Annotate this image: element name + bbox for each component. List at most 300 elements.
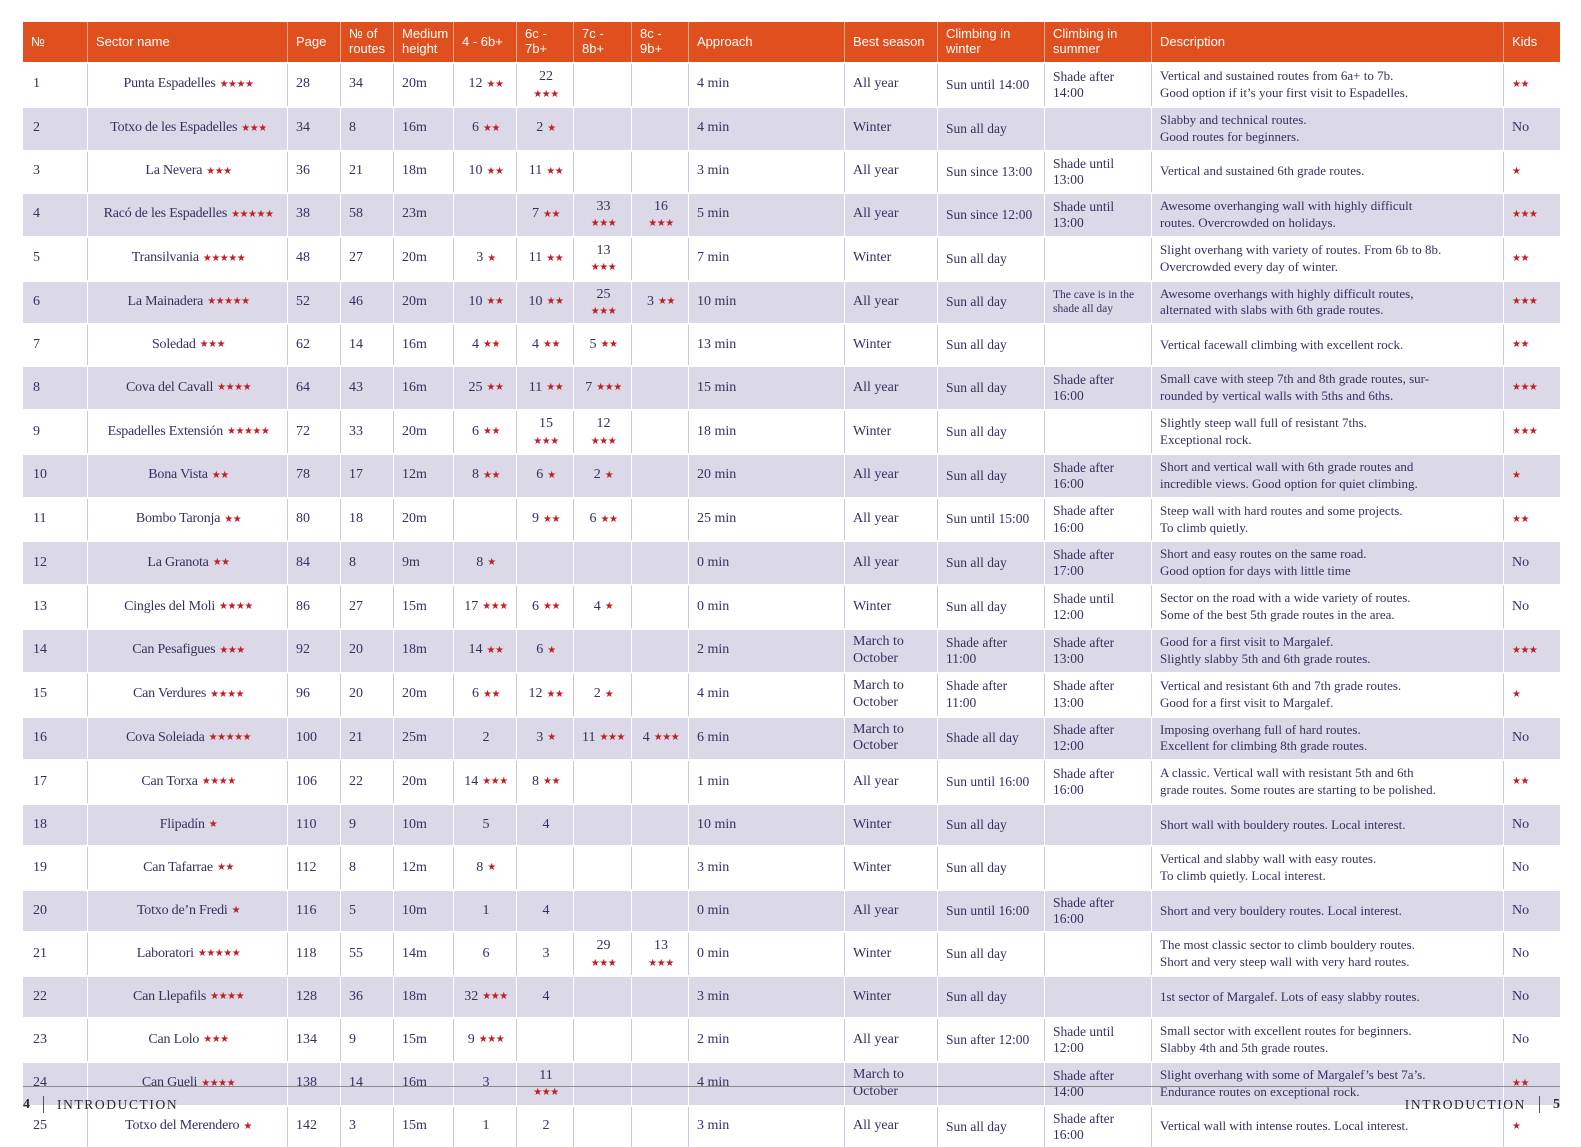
grade-7c-8b: 7 ★★★ (574, 367, 632, 409)
grade-quality-stars: ★★ (483, 469, 500, 481)
kids-rating (1504, 282, 1560, 324)
grade-7c-8b (574, 891, 632, 931)
grade-7c-8b (574, 977, 632, 1017)
grade-6c-7b: 22 ★★★ (517, 64, 574, 106)
best-season: March to October (845, 1063, 938, 1105)
table-row (23, 62, 1560, 106)
grade-quality-stars: ★★ (486, 296, 504, 308)
description: Short and very bouldery routes. Local interest. (1152, 891, 1504, 931)
grade-8c-9b (632, 152, 689, 192)
grade-6c-7b: 6 ★ (517, 455, 574, 497)
grade-8c-9b: 3 ★★ (632, 282, 689, 324)
routes-count: 14 (341, 1063, 394, 1105)
kids-rating: No (1512, 730, 1530, 746)
page-number: 80 (288, 499, 341, 541)
grade-4-6b: 6 ★★ (454, 411, 517, 453)
footer-label-left: INTRODUCTION (57, 1096, 179, 1112)
row-number: 11 (23, 499, 88, 541)
row-number: 24 (23, 1063, 88, 1105)
sector-name: Cova Soleiada ★★★★★ (88, 718, 288, 760)
description: Vertical and resistant 6th and 7th grade routes. Good for a first visit to Margalef. (1152, 674, 1504, 716)
sector-rating-stars: ★★ (212, 557, 230, 569)
description: Slightly steep wall full of resistant 7ths. Exceptional rock. (1152, 411, 1504, 453)
winter-conditions: Sun all day (938, 282, 1045, 324)
summer-conditions: Shade after 16:00 (1045, 761, 1152, 803)
column-header: № of routes (341, 22, 394, 62)
grade-quality-stars: ★★ (546, 382, 564, 394)
grade-quality-stars: ★★ (543, 776, 560, 788)
summer-conditions: Shade after 17:00 (1045, 542, 1152, 584)
sector-name: Laboratori ★★★★★ (88, 933, 288, 975)
column-header: Climbing in summer (1045, 22, 1152, 62)
grade-quality-stars: ★★ (543, 601, 560, 613)
best-season: All year (845, 367, 938, 409)
winter-conditions: Sun until 14:00 (938, 64, 1045, 106)
grade-4-6b: 1 (454, 1107, 517, 1147)
routes-count: 9 (341, 1019, 394, 1061)
column-header: Climbing in winter (938, 22, 1045, 62)
grade-6c-7b: 7 ★★ (517, 194, 574, 236)
page-number: 116 (288, 891, 341, 931)
approach-time: 6 min (689, 718, 845, 760)
kids-rating (1504, 152, 1560, 192)
grade-4-6b: 3 ★ (454, 238, 517, 280)
grade-8c-9b (632, 499, 689, 541)
kids-rating-stars: ★★★ (1512, 208, 1538, 220)
column-header: Approach (689, 22, 845, 62)
sector-rating-stars: ★★★ (241, 122, 267, 134)
routes-count: 5 (341, 891, 394, 931)
table-row (23, 150, 1560, 192)
winter-conditions: Sun after 12:00 (938, 1019, 1045, 1061)
winter-conditions: Shade after 11:00 (938, 674, 1045, 716)
row-number: 23 (23, 1019, 88, 1061)
column-header: 6c - 7b+ (517, 22, 574, 62)
grade-7c-8b (574, 805, 632, 845)
table-row (23, 759, 1560, 803)
kids-rating (1504, 455, 1560, 497)
grade-quality-stars: ★★★ (653, 732, 680, 744)
table-row (23, 323, 1560, 365)
medium-height: 20m (394, 674, 454, 716)
approach-time: 0 min (689, 586, 845, 628)
grade-8c-9b (632, 1019, 689, 1061)
row-number: 22 (23, 977, 88, 1017)
grade-quality-stars: ★★ (486, 644, 504, 656)
routes-count: 27 (341, 586, 394, 628)
best-season: All year (845, 64, 938, 106)
best-season: Winter (845, 805, 938, 845)
grade-7c-8b: 2 ★ (574, 455, 632, 497)
description: Short and vertical wall with 6th grade routes and incredible views. Good option for quiet climbing. (1152, 455, 1504, 497)
page-number: 28 (288, 64, 341, 106)
best-season: All year (845, 455, 938, 497)
summer-conditions: Shade until 12:00 (1045, 586, 1152, 628)
grade-quality-stars: ★ (487, 252, 496, 264)
summer-conditions (1045, 411, 1152, 453)
kids-rating (1504, 761, 1560, 803)
kids-rating-stars: ★★ (1512, 1077, 1529, 1089)
sector-rating-stars: ★ (208, 819, 218, 831)
grade-quality-stars: ★★★ (478, 1033, 505, 1045)
grade-8c-9b (632, 805, 689, 845)
kids-rating (1504, 674, 1560, 716)
medium-height: 15m (394, 1019, 454, 1061)
grade-quality-stars: ★★ (600, 513, 618, 525)
best-season: All year (845, 1019, 938, 1061)
column-header: Description (1152, 22, 1504, 62)
row-number: 16 (23, 718, 88, 760)
grade-4-6b (454, 194, 517, 236)
grade-7c-8b (574, 152, 632, 192)
summer-conditions (1045, 805, 1152, 845)
grade-4-6b: 25 ★★ (454, 367, 517, 409)
table-row (23, 803, 1560, 845)
row-number: 15 (23, 674, 88, 716)
grade-7c-8b: 4 ★ (574, 586, 632, 628)
summer-conditions (1045, 108, 1152, 150)
approach-time: 25 min (689, 499, 845, 541)
grade-6c-7b: 10 ★★ (517, 282, 574, 324)
grade-quality-stars: ★★★ (482, 776, 508, 788)
medium-height: 20m (394, 64, 454, 106)
table-body (23, 62, 1560, 1147)
winter-conditions: Sun until 16:00 (938, 891, 1045, 931)
row-number: 17 (23, 761, 88, 803)
page-number: 86 (288, 586, 341, 628)
approach-time: 3 min (689, 847, 845, 889)
column-header: Medium height (394, 22, 454, 62)
grade-quality-stars: ★ (604, 601, 614, 613)
kids-rating-stars: ★ (1512, 469, 1521, 481)
row-number: 7 (23, 325, 88, 365)
best-season: March to October (845, 718, 938, 760)
grade-quality-stars: ★★★ (648, 218, 674, 230)
grade-8c-9b (632, 542, 689, 584)
table-row (23, 192, 1560, 236)
routes-count: 46 (341, 282, 394, 324)
medium-height: 10m (394, 891, 454, 931)
footer-right (1405, 1096, 1560, 1113)
summer-conditions (1045, 977, 1152, 1017)
grade-7c-8b (574, 542, 632, 584)
routes-count: 8 (341, 108, 394, 150)
row-number: 13 (23, 586, 88, 628)
winter-conditions: Sun all day (938, 805, 1045, 845)
sector-rating-stars: ★★★★ (210, 991, 245, 1003)
best-season: All year (845, 891, 938, 931)
row-number: 18 (23, 805, 88, 845)
kids-rating: No (1512, 988, 1530, 1004)
page-number: 118 (288, 933, 341, 975)
winter-conditions: Sun all day (938, 367, 1045, 409)
winter-conditions: Sun all day (938, 542, 1045, 584)
row-number: 9 (23, 411, 88, 453)
routes-count: 17 (341, 455, 394, 497)
routes-count: 21 (341, 718, 394, 760)
grade-quality-stars: ★★ (600, 339, 618, 351)
grade-quality-stars: ★★ (546, 165, 564, 177)
page-number: 134 (288, 1019, 341, 1061)
routes-count: 8 (341, 847, 394, 889)
medium-height: 20m (394, 411, 454, 453)
winter-conditions: Sun all day (938, 586, 1045, 628)
page-number: 38 (288, 194, 341, 236)
description: Imposing overhang full of hard routes. Excellent for climbing 8th grade routes. (1152, 718, 1504, 760)
summer-conditions (1045, 847, 1152, 889)
grade-8c-9b (632, 891, 689, 931)
row-number: 21 (23, 933, 88, 975)
table-row (23, 975, 1560, 1017)
row-number: 20 (23, 891, 88, 931)
table-row (23, 889, 1560, 931)
sector-rating-stars: ★★★★★ (202, 252, 246, 264)
description: Slight overhang with some of Margalef’s best 7a’s. Endurance routes on exceptional rock. (1152, 1063, 1504, 1105)
sector-name: Totxo de les Espadelles ★★★ (88, 108, 288, 150)
grade-quality-stars: ★★★ (533, 88, 559, 100)
grade-8c-9b: 16 ★★★ (632, 194, 689, 236)
grade-quality-stars: ★ (547, 732, 556, 744)
medium-height: 15m (394, 1107, 454, 1147)
medium-height: 16m (394, 325, 454, 365)
winter-conditions: Sun all day (938, 108, 1045, 150)
description: Sector on the road with a wide variety of routes. Some of the best 5th grade routes in the area. (1152, 586, 1504, 628)
routes-count: 21 (341, 152, 394, 192)
winter-conditions: Sun all day (938, 238, 1045, 280)
grade-quality-stars: ★★ (658, 296, 675, 308)
medium-height: 20m (394, 499, 454, 541)
kids-rating-stars: ★★★ (1512, 382, 1538, 394)
medium-height: 12m (394, 847, 454, 889)
grade-8c-9b (632, 411, 689, 453)
grade-quality-stars: ★★★ (590, 435, 617, 447)
sector-name: Transilvania ★★★★★ (88, 238, 288, 280)
grade-6c-7b: 6 ★★ (517, 586, 574, 628)
grade-quality-stars: ★★★ (590, 218, 617, 230)
grade-8c-9b (632, 325, 689, 365)
description: Vertical and sustained routes from 6a+ to 7b. Good option if it’s your first visit to Espadelles. (1152, 64, 1504, 106)
grade-6c-7b: 2 (517, 1107, 574, 1147)
grade-6c-7b: 3 ★ (517, 718, 574, 760)
kids-rating-stars: ★★ (1512, 339, 1529, 351)
sector-rating-stars: ★★★ (219, 644, 245, 656)
grade-4-6b: 10 ★★ (454, 152, 517, 192)
column-header: 4 - 6b+ (454, 22, 517, 62)
column-header: 7c - 8b+ (574, 22, 632, 62)
grade-7c-8b: 2 ★ (574, 674, 632, 716)
description: A classic. Vertical wall with resistant 5th and 6th grade routes. Some routes are starting to be polished. (1152, 761, 1504, 803)
grade-6c-7b: 4 (517, 891, 574, 931)
winter-conditions: Shade all day (938, 718, 1045, 760)
grade-4-6b: 6 (454, 933, 517, 975)
kids-rating-stars: ★★ (1512, 513, 1529, 525)
kids-rating-stars: ★★★ (1512, 644, 1538, 656)
routes-count: 22 (341, 761, 394, 803)
grade-6c-7b (517, 847, 574, 889)
grade-4-6b: 14 ★★★ (454, 761, 517, 803)
grade-6c-7b: 9 ★★ (517, 499, 574, 541)
sector-rating-stars: ★★★ (203, 1033, 229, 1045)
kids-rating: No (1512, 554, 1530, 570)
description: Vertical wall with intense routes. Local interest. (1152, 1107, 1504, 1147)
table-row (23, 106, 1560, 150)
summer-conditions: Shade after 16:00 (1045, 891, 1152, 931)
kids-rating (1504, 630, 1560, 672)
grade-4-6b: 6 ★★ (454, 108, 517, 150)
footer-divider (43, 1096, 44, 1113)
summer-conditions: Shade after 12:00 (1045, 718, 1152, 760)
grade-6c-7b: 12 ★★ (517, 674, 574, 716)
grade-6c-7b: 4 (517, 805, 574, 845)
description: Vertical and sustained 6th grade routes. (1152, 152, 1504, 192)
row-number: 4 (23, 194, 88, 236)
grade-quality-stars: ★★ (483, 688, 500, 700)
kids-rating: No (1512, 859, 1530, 875)
grade-8c-9b (632, 977, 689, 1017)
grade-7c-8b: 12 ★★★ (574, 411, 632, 453)
description: Awesome overhangs with highly difficult routes, alternated with slabs with 6th grade routes. (1152, 282, 1504, 324)
sectors-table (23, 22, 1560, 1147)
approach-time: 4 min (689, 64, 845, 106)
approach-time: 10 min (689, 805, 845, 845)
grade-8c-9b (632, 64, 689, 106)
sector-name: Totxo de’n Fredi ★ (88, 891, 288, 931)
table-row (23, 628, 1560, 672)
best-season: All year (845, 1107, 938, 1147)
best-season: March to October (845, 630, 938, 672)
grade-4-6b: 6 ★★ (454, 674, 517, 716)
page-number: 100 (288, 718, 341, 760)
sector-name: Can Llepafils ★★★★ (88, 977, 288, 1017)
best-season: Winter (845, 238, 938, 280)
description: Slabby and technical routes. Good routes for beginners. (1152, 108, 1504, 150)
approach-time: 2 min (689, 630, 845, 672)
best-season: Winter (845, 108, 938, 150)
grade-quality-stars: ★★ (483, 122, 500, 134)
table-row (23, 453, 1560, 497)
kids-rating-stars: ★ (1512, 1120, 1521, 1132)
summer-conditions: Shade after 16:00 (1045, 455, 1152, 497)
grade-quality-stars: ★★ (486, 78, 504, 90)
sector-rating-stars: ★★★★★ (231, 208, 274, 220)
sector-rating-stars: ★★★★ (201, 776, 236, 788)
description: Short and easy routes on the same road. Good option for days with little time (1152, 542, 1504, 584)
description: 1st sector of Margalef. Lots of easy slabby routes. (1152, 977, 1504, 1017)
grade-8c-9b: 4 ★★★ (632, 718, 689, 760)
winter-conditions: Sun until 16:00 (938, 761, 1045, 803)
grade-8c-9b (632, 674, 689, 716)
best-season: All year (845, 761, 938, 803)
medium-height: 16m (394, 1063, 454, 1105)
kids-rating: No (1512, 120, 1530, 136)
summer-conditions: Shade until 12:00 (1045, 1019, 1152, 1061)
grade-8c-9b (632, 630, 689, 672)
summer-conditions: The cave is in the shade all day (1045, 282, 1152, 324)
grade-quality-stars: ★★ (483, 425, 500, 437)
kids-rating (1504, 64, 1560, 106)
table-row (23, 497, 1560, 541)
grade-6c-7b: 11 ★★ (517, 367, 574, 409)
grade-quality-stars: ★★★ (590, 306, 617, 318)
routes-count: 20 (341, 674, 394, 716)
grade-quality-stars: ★★★ (533, 435, 559, 447)
approach-time: 0 min (689, 933, 845, 975)
description: Steep wall with hard routes and some projects. To climb quietly. (1152, 499, 1504, 541)
description: Vertical facewall climbing with excellent rock. (1152, 325, 1504, 365)
grade-quality-stars: ★ (487, 861, 496, 873)
grade-quality-stars: ★★ (543, 339, 560, 351)
grade-6c-7b: 8 ★★ (517, 761, 574, 803)
grade-quality-stars: ★★★ (590, 262, 617, 274)
grade-4-6b: 32 ★★★ (454, 977, 517, 1017)
summer-conditions: Shade after 16:00 (1045, 499, 1152, 541)
medium-height: 9m (394, 542, 454, 584)
medium-height: 12m (394, 455, 454, 497)
grade-6c-7b: 4 ★★ (517, 325, 574, 365)
routes-count: 14 (341, 325, 394, 365)
table-row (23, 236, 1560, 280)
approach-time: 20 min (689, 455, 845, 497)
table-row (23, 1017, 1560, 1061)
best-season: All year (845, 499, 938, 541)
approach-time: 13 min (689, 325, 845, 365)
grade-quality-stars: ★★★ (482, 601, 508, 613)
sector-rating-stars: ★★ (216, 861, 234, 873)
kids-rating-stars: ★★★ (1512, 425, 1538, 437)
page-number: 106 (288, 761, 341, 803)
sector-name: Soledad ★★★ (88, 325, 288, 365)
grade-7c-8b: 5 ★★ (574, 325, 632, 365)
medium-height: 18m (394, 977, 454, 1017)
kids-rating-stars: ★★ (1512, 776, 1529, 788)
medium-height: 10m (394, 805, 454, 845)
grade-4-6b: 9 ★★★ (454, 1019, 517, 1061)
footer-rule (23, 1086, 1560, 1087)
grade-quality-stars: ★★ (546, 252, 564, 264)
sector-name: La Granota ★★ (88, 542, 288, 584)
sector-rating-stars: ★★★★ (210, 688, 245, 700)
grade-quality-stars: ★★ (546, 688, 564, 700)
column-header: Sector name (88, 22, 288, 62)
best-season: Winter (845, 977, 938, 1017)
row-number: 14 (23, 630, 88, 672)
winter-conditions: Sun all day (938, 1107, 1045, 1147)
grade-quality-stars: ★★★ (590, 957, 617, 969)
best-season: Winter (845, 325, 938, 365)
description: Short wall with bouldery routes. Local interest. (1152, 805, 1504, 845)
grade-quality-stars: ★★★ (533, 1087, 559, 1099)
sector-rating-stars: ★★★ (206, 165, 232, 177)
kids-rating (1504, 325, 1560, 365)
routes-count: 36 (341, 977, 394, 1017)
approach-time: 5 min (689, 194, 845, 236)
sector-rating-stars: ★ (243, 1120, 252, 1132)
footer-label-right: INTRODUCTION (1404, 1096, 1526, 1112)
summer-conditions: Shade after 13:00 (1045, 630, 1152, 672)
winter-conditions: Sun all day (938, 847, 1045, 889)
grade-quality-stars: ★ (547, 644, 556, 656)
grade-quality-stars: ★★ (543, 513, 560, 525)
page-number: 62 (288, 325, 341, 365)
grade-7c-8b (574, 761, 632, 803)
kids-rating-stars: ★★★ (1512, 296, 1538, 308)
winter-conditions: Sun until 15:00 (938, 499, 1045, 541)
table-row (23, 409, 1560, 453)
table-row (23, 931, 1560, 975)
grade-quality-stars: ★★★ (482, 991, 508, 1003)
approach-time: 4 min (689, 1063, 845, 1105)
sector-name: Flipadín ★ (88, 805, 288, 845)
